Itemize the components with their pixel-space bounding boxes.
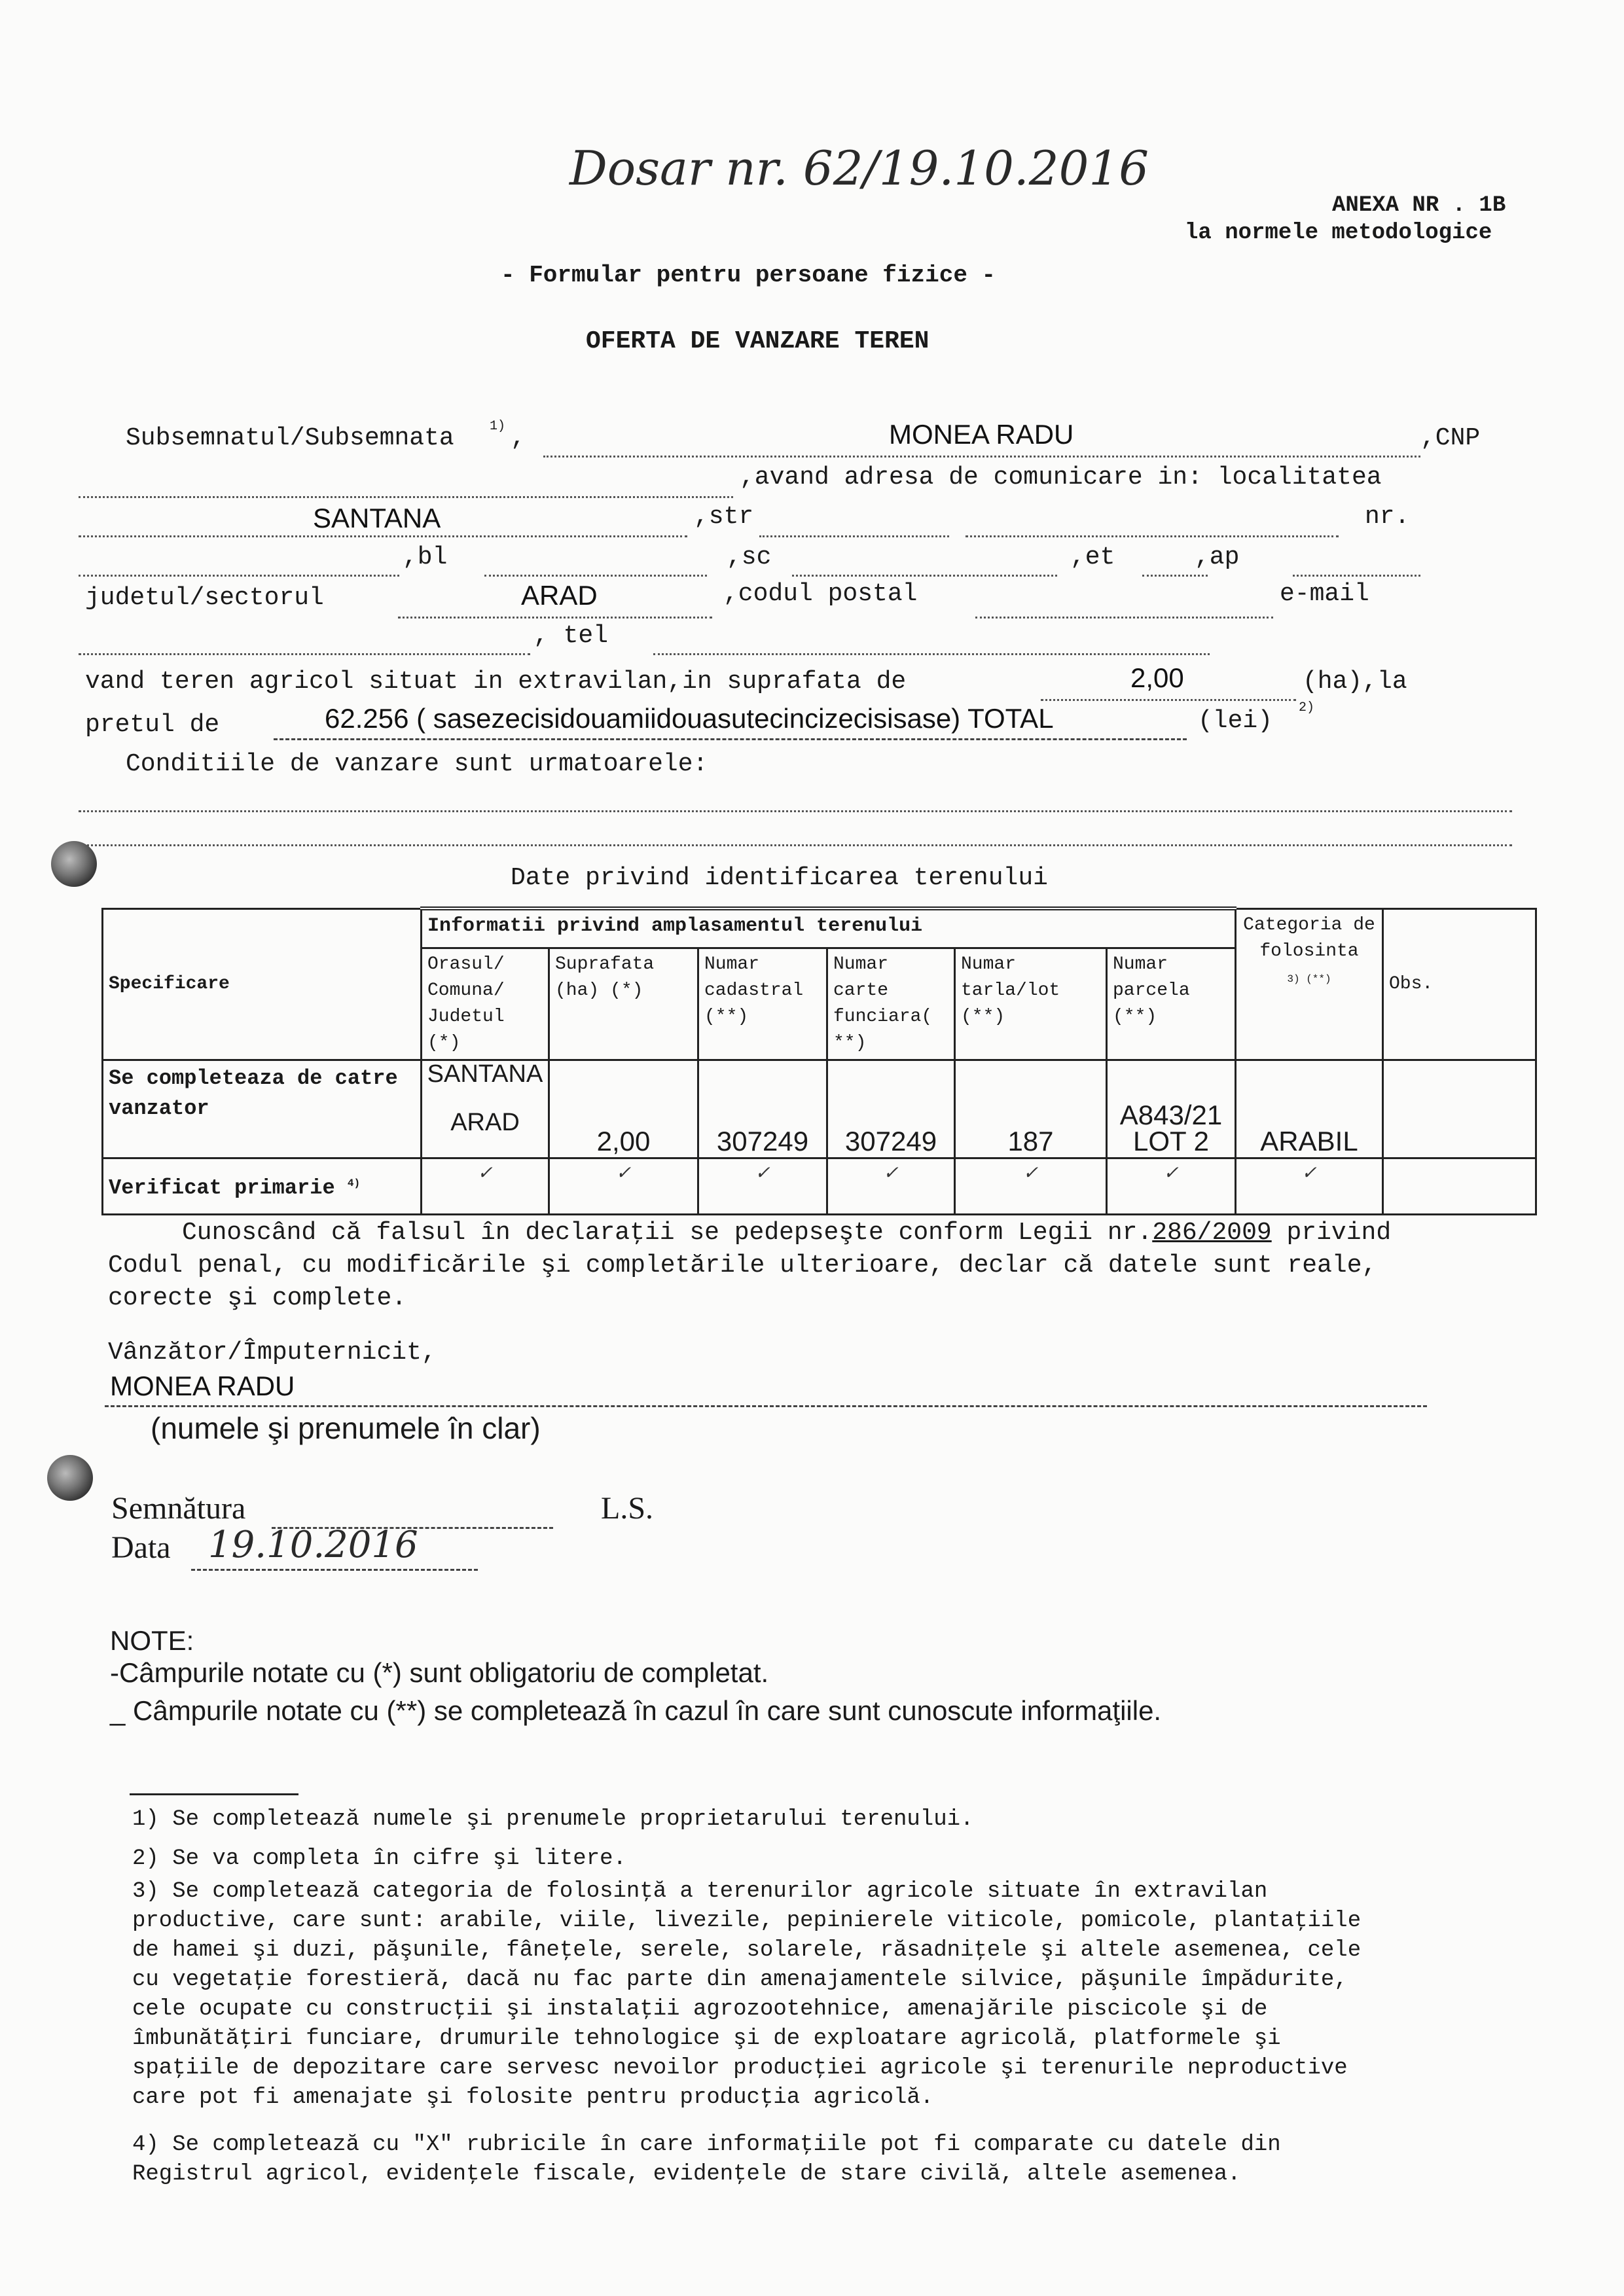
- handwritten-date: 19.10.2016: [208, 1524, 418, 1566]
- cell-judet-value: ARAD: [450, 1108, 520, 1136]
- document-page: Dosar nr. 62/19.10.2016 ANEXA NR . 1B la normele metodologice - Formular pentru persoane fizice - OFERTA DE VANZARE TEREN Subsemnatul/Subsemnata 1) , MONEA RADU ,CNP ,avand adresa de comunicare in: localitatea SANTANA ,str nr. ,bl ,sc ,et ,ap judetul/sectorul ARAD ,codul postal e-mail , tel vand teren agricol situat in extravilan,in suprafata de 2,00 (ha),la pretul de 62.256 ( sasezecisidouamiidouasutecincizecisisase) TOTAL (lei) 2) Conditiile de vanzare sunt urmatoarele: Date privind identificarea terenului Specificare Informatii privind amplasamentul terenului Categoria de folosinta 3) (**) Obs. Orasul/ Comuna/ Judetul (*) Suprafata (ha) (*) Numar cadastral (**) Numar carte funciara( **) Numar tarla/lot (**) Numar parcela (**) Se completeaza de catre vanzator SANTANA ARAD 2,00 307249 307249 187 A843/21 LOT 2 ARABIL Verificat primarie $^{4)}$ ✓ ✓ ✓ ✓ ✓ ✓ ✓ Cunoscând că falsul în declaraţii se pedepseşte conform Legii nr.286/2009 privind Codul penal, cu modificările şi completările ulterioare, declar că datele sunt reale, corecte şi complete. Vânzător/Împuternicit, MONEA RADU (numele şi prenumele în clar) Semnătura L.S. Data 19.10.2016 NOTE: -Câmpurile notate cu (*) sunt obligatoriu de completat. _ Câmpurile notate cu (**) se completează în cazul în care sunt cunoscute informaţiile. 1) Se completează numele şi prenumele proprietarului terenului. 2) Se va completa în cifre şi litere. 3) Se completează categoria de folosinţă a terenurilor agricole situate în extravilan productive, care sunt: arabile, viile, livezile, pepinierele viticole, pomicole, plantaţiile de hamei şi duzi, păşunile, fâneţele, serele, solarele, răsadniţele şi altele asemenea, cele cu vegetaţie forestieră, dacă nu fac parte din amenajamentele silvice, păşunile împădurite, cele ocupate cu construcţii şi instalaţii agrozootehnice, amenajările piscicole şi de îmbunătăţiri funciare, drumurile tehnologice şi de exploatare agricolă, platformele şi spaţiile de depozitare care servesc nevoilor producţiei agricole şi terenurile neproductive care pot fi amenajate şi folosite pentru producţia agricolă. 4) Se completează cu "X" rubricile în care informaţiile pot fi comparate cu datele din Registrul agricol, evidenţele fiscale, evidenţele de stare civilă, altele asemenea.: [0, 0, 1624, 2296]
- seller-name-dashed-line: [105, 1405, 1427, 1407]
- footnote-1: 1) Se completează numele şi prenumele proprietarului terenului.: [132, 1807, 974, 1832]
- check-oras: ✓: [422, 1158, 549, 1214]
- seller-name-signature: MONEA RADU: [110, 1371, 295, 1401]
- county: ARAD: [521, 580, 598, 611]
- punch-hole-bottom: [47, 1455, 93, 1501]
- bl-dotted-line: [484, 575, 707, 577]
- row-verified-label: [103, 1158, 422, 1214]
- footnote-ref-1: 1): [490, 419, 506, 434]
- nr-dotted-line: [79, 575, 399, 577]
- label-signature: Semnătura: [111, 1491, 246, 1526]
- footnote-ref-2: 2): [1299, 700, 1315, 715]
- header-suprafata: Suprafata (ha) (*): [549, 948, 698, 1060]
- notes-title: NOTE:: [110, 1625, 194, 1656]
- label-lei: (lei): [1198, 707, 1273, 735]
- label-str: ,str: [694, 503, 754, 531]
- check-carte: ✓: [827, 1158, 955, 1214]
- table-header-row-1: [103, 908, 1536, 948]
- header-obs: Obs.: [1383, 908, 1536, 1060]
- cell-lot-value: LOT 2: [1133, 1125, 1209, 1157]
- locality-dotted-line: [79, 535, 687, 537]
- label-nr: nr.: [1365, 503, 1410, 531]
- header-categoria: [1236, 908, 1383, 1060]
- declaration-text-1b: privind: [1286, 1219, 1392, 1247]
- conditions-dotted-line-2: [79, 844, 1512, 846]
- header-categoria-label: Categoria de folosinta: [1243, 914, 1375, 961]
- row-verified-text: Verificat primarie: [109, 1175, 335, 1200]
- law-number: 286/2009: [1152, 1219, 1272, 1247]
- cell-suprafata-value: 2,00: [596, 1125, 651, 1157]
- label-cnp: ,CNP: [1420, 424, 1481, 452]
- notes-line-2-text: Câmpurile notate cu (**) se completează în cazul în care sunt cunoscute informaţiile.: [133, 1695, 1162, 1726]
- cell-carte-value: 307249: [844, 1125, 937, 1157]
- name-dotted-line: [543, 456, 1420, 457]
- cell-tarla-value: 187: [1007, 1125, 1054, 1157]
- surface-value: 2,00: [1130, 662, 1184, 693]
- check-suprafata: ✓: [549, 1158, 698, 1214]
- et-dotted-line: [1142, 575, 1208, 577]
- table-row-seller: [103, 1060, 1536, 1158]
- postal-dotted-line: [975, 617, 1273, 619]
- cell-categoria-value: ARABIL: [1260, 1125, 1358, 1157]
- header-tarla: Numar tarla/lot (**): [955, 948, 1107, 1060]
- cell-tarla: [955, 1060, 1107, 1158]
- county-dotted-line: [398, 617, 712, 619]
- table-caption: Date privind identificarea terenului: [511, 864, 1048, 892]
- annex-number: ANEXA NR . 1B: [1332, 193, 1506, 218]
- cell-oras-value: SANTANA: [427, 1060, 543, 1088]
- label-ha: (ha),la: [1303, 668, 1407, 696]
- label-bl: ,bl: [403, 543, 448, 571]
- label-ls: L.S.: [601, 1491, 654, 1526]
- email-dotted-line: [79, 653, 530, 655]
- label-clear-name: (numele şi prenumele în clar): [151, 1411, 541, 1445]
- cell-cadastral-value: 307249: [716, 1125, 809, 1157]
- date-dashed-line: [191, 1569, 478, 1571]
- cell-cadastral: [698, 1060, 827, 1158]
- declaration-line-3: corecte şi complete.: [108, 1284, 407, 1312]
- surface-dotted-line: [1041, 699, 1296, 701]
- header-carte: Numar carte funciara( **): [827, 948, 955, 1060]
- label-county: judetul/sectorul: [85, 584, 324, 612]
- cnp-dotted-line: [79, 496, 733, 498]
- label-address: ,avand adresa de comunicare in: localitatea: [740, 463, 1382, 492]
- label-ap: ,ap: [1195, 543, 1240, 571]
- label-tel: , tel: [533, 622, 609, 650]
- label-et: ,et: [1070, 543, 1115, 571]
- land-identification-table: [101, 906, 1537, 1215]
- header-oras: Orasul/ Comuna/ Judetul (*): [422, 948, 549, 1060]
- punch-hole-top: [51, 841, 97, 887]
- header-categoria-note: 3) (**): [1287, 973, 1331, 985]
- label-email: e-mail: [1280, 580, 1369, 608]
- cell-parcela: [1107, 1060, 1236, 1158]
- label-seller-authorized: Vânzător/Împuternicit,: [108, 1338, 437, 1367]
- annex-subtitle: la normele metodologice: [1185, 221, 1492, 245]
- notes-line-2: _ Câmpurile notate cu (**) se completează în cazul în care sunt cunoscute informaţiile.: [110, 1695, 1162, 1726]
- header-parcela: Numar parcela (**): [1107, 948, 1236, 1060]
- label-conditions: Conditiile de vanzare sunt urmatoarele:: [126, 750, 708, 778]
- label-sc: ,sc: [727, 543, 772, 571]
- cell-carte: [827, 1060, 955, 1158]
- table-row-verified: [103, 1158, 1536, 1214]
- footnote-separator: [130, 1793, 298, 1795]
- label-postal: ,codul postal: [723, 580, 918, 608]
- sc-dotted-line: [792, 575, 1057, 577]
- conditions-dotted-line-1: [79, 810, 1512, 812]
- header-cadastral: Numar cadastral (**): [698, 948, 827, 1060]
- footnote-2: 2) Se va completa în cifre şi litere.: [132, 1846, 626, 1871]
- declaration-text-1: Cunoscând că falsul în declaraţii se pedepseşte conform Legii nr.: [182, 1219, 1153, 1247]
- cell-suprafata: [549, 1060, 698, 1158]
- label-surface: vand teren agricol situat in extravilan,in suprafata de: [85, 668, 907, 696]
- ap-dotted-line: [1293, 575, 1420, 577]
- label-subsemnatul: Subsemnatul/Subsemnata: [126, 424, 454, 452]
- cell-parcela-value: A843/21: [1119, 1099, 1223, 1130]
- str-dotted-line-2: [965, 535, 1339, 537]
- footnote-4: 4) Se completează cu "X" rubricile în care informaţiile pot fi comparate cu datele din Registrul agricol, evidenţele fiscale, evidenţele de stare civilă, altele asemenea.: [132, 2132, 1281, 2187]
- price-value: 62.256 ( sasezecisidouamiidouasutecincizecisisase) TOTAL: [325, 703, 1054, 734]
- cell-obs-seller: [1383, 1060, 1536, 1158]
- cell-categoria: [1236, 1060, 1383, 1158]
- declaration-line-2: Codul penal, cu modificările şi completările ulterioare, declar că datele sunt reale,: [108, 1251, 1377, 1280]
- str-dotted-line-1: [759, 535, 949, 537]
- cell-obs-verified: [1383, 1158, 1536, 1214]
- footnote-3: 3) Se completează categoria de folosinţă a terenurilor agricole situate în extravilan productive, care sunt: arabile, viile, livezile, pepinierele viticole, pomicole, plantaţiile de hamei şi duzi, păşunile, fâneţele, serele, solarele, răsadniţele şi altele asemenea, cele cu vegetaţie forestieră, dacă nu fac parte din amenajamentele silvice, păşunile împădurite, cele ocupate cu construcţii şi instalaţii agrozootehnice, amenajările piscicole şi de îmbunătăţiri funciare, drumurile tehnologice şi de exploatare agricolă, platformele şi spaţiile de depozitare care servesc nevoilor producţiei agricole şi terenurile neproductive care pot fi amenajate şi folosite pentru producţia agricolă.: [132, 1879, 1362, 2110]
- seller-name: MONEA RADU: [889, 419, 1074, 450]
- price-dashed-line: [274, 738, 1187, 740]
- header-specificare: Specificare: [103, 908, 422, 1060]
- notes-line-1: -Câmpurile notate cu (*) sunt obligatoriu de completat.: [110, 1657, 769, 1688]
- cell-oras: [422, 1060, 549, 1158]
- handwritten-file-number: Dosar nr. 62/19.10.2016: [569, 141, 1149, 196]
- check-categoria: ✓: [1236, 1158, 1383, 1214]
- page-title: OFERTA DE VANZARE TEREN: [586, 327, 929, 355]
- check-tarla: ✓: [955, 1158, 1107, 1214]
- tel-dotted-line: [653, 653, 1210, 655]
- label-date: Data: [111, 1530, 171, 1565]
- check-parcela: ✓: [1107, 1158, 1236, 1214]
- footnote-ref-4: 4): [347, 1177, 361, 1190]
- check-cadastral: ✓: [698, 1158, 827, 1214]
- row-seller-label: Se completeaza de catre vanzator: [103, 1060, 422, 1158]
- locality: SANTANA: [313, 503, 441, 533]
- header-group: Informatii privind amplasamentul terenului: [422, 908, 1236, 948]
- label-price: pretul de: [85, 711, 220, 739]
- declaration-line-1: [182, 1219, 1391, 1247]
- form-type: - Formular pentru persoane fizice -: [501, 262, 996, 289]
